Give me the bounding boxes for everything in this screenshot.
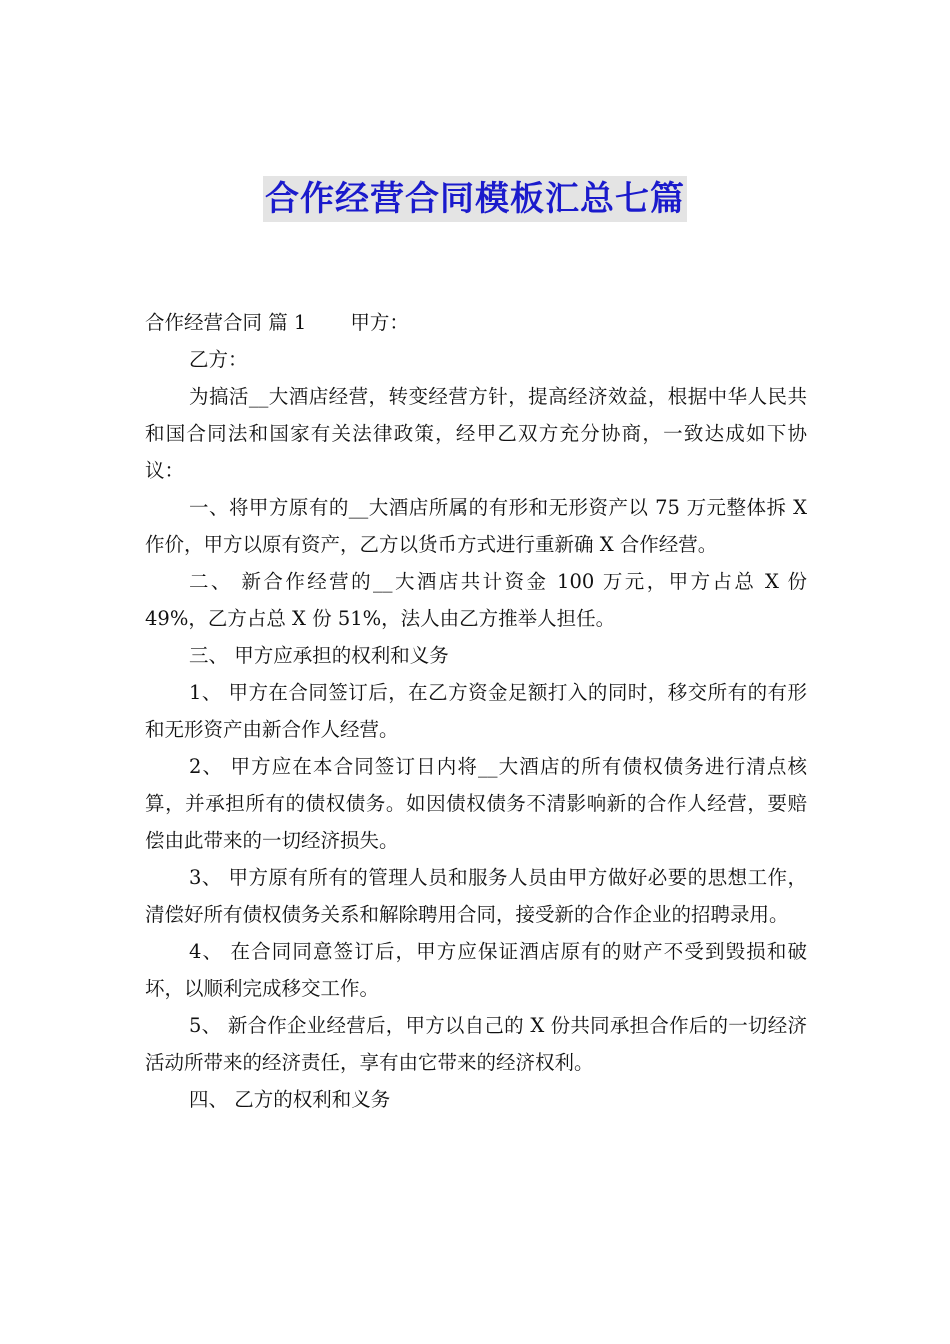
paragraph: 为搞活__大酒店经营，转变经营方针，提高经济效益，根据中华人民共和国合同法和国家有关法律政策，经甲乙双方充分协商，一致达成如下协议： xyxy=(145,385,807,482)
section-heading: 三、 甲方应承担的权利和义务 xyxy=(189,644,449,667)
paragraph: 5、 新合作企业经营后，甲方以自己的 X 份共同承担合作后的一切经济活动所带来的经济责任，享有由它带来的经济权利。 xyxy=(145,1014,807,1074)
paragraph: 4、 在合同同意签订后，甲方应保证酒店原有的财产不受到毁损和破坏，以顺利完成移交工作。 xyxy=(145,940,807,1000)
contract-heading-label: 合作经营合同 篇 1 xyxy=(145,311,307,334)
paragraph: 一、将甲方原有的__大酒店所属的有形和无形资产以 75 万元整体拆 X 作价，甲方以原有资产，乙方以货币方式进行重新确 X 合作经营。 xyxy=(145,496,807,556)
paragraph: 二、 新合作经营的__大酒店共计资金 100 万元，甲方占总 X 份 49%，乙方占总 X 份 51%，法人由乙方推举人担任。 xyxy=(145,570,807,630)
document-body xyxy=(145,304,807,1118)
heading-line xyxy=(145,304,807,341)
document-title: 合作经营合同模板汇总七篇 xyxy=(263,176,687,222)
title-container xyxy=(0,176,950,222)
section-heading: 四、 乙方的权利和义务 xyxy=(189,1088,391,1111)
party-a-label: 甲方： xyxy=(350,311,409,334)
paragraph: 1、 甲方在合同签订后，在乙方资金足额打入的同时，移交所有的有形和无形资产由新合作人经营。 xyxy=(145,681,807,741)
paragraph: 3、 甲方原有所有的管理人员和服务人员由甲方做好必要的思想工作，清偿好所有债权债务关系和解除聘用合同，接受新的合作企业的招聘录用。 xyxy=(145,866,807,926)
paragraph: 2、 甲方应在本合同签订日内将__大酒店的所有债权债务进行清点核算，并承担所有的债权债务。如因债权债务不清影响新的合作人经营，要赔偿由此带来的一切经济损失。 xyxy=(145,755,807,852)
party-b-label: 乙方： xyxy=(189,348,248,371)
